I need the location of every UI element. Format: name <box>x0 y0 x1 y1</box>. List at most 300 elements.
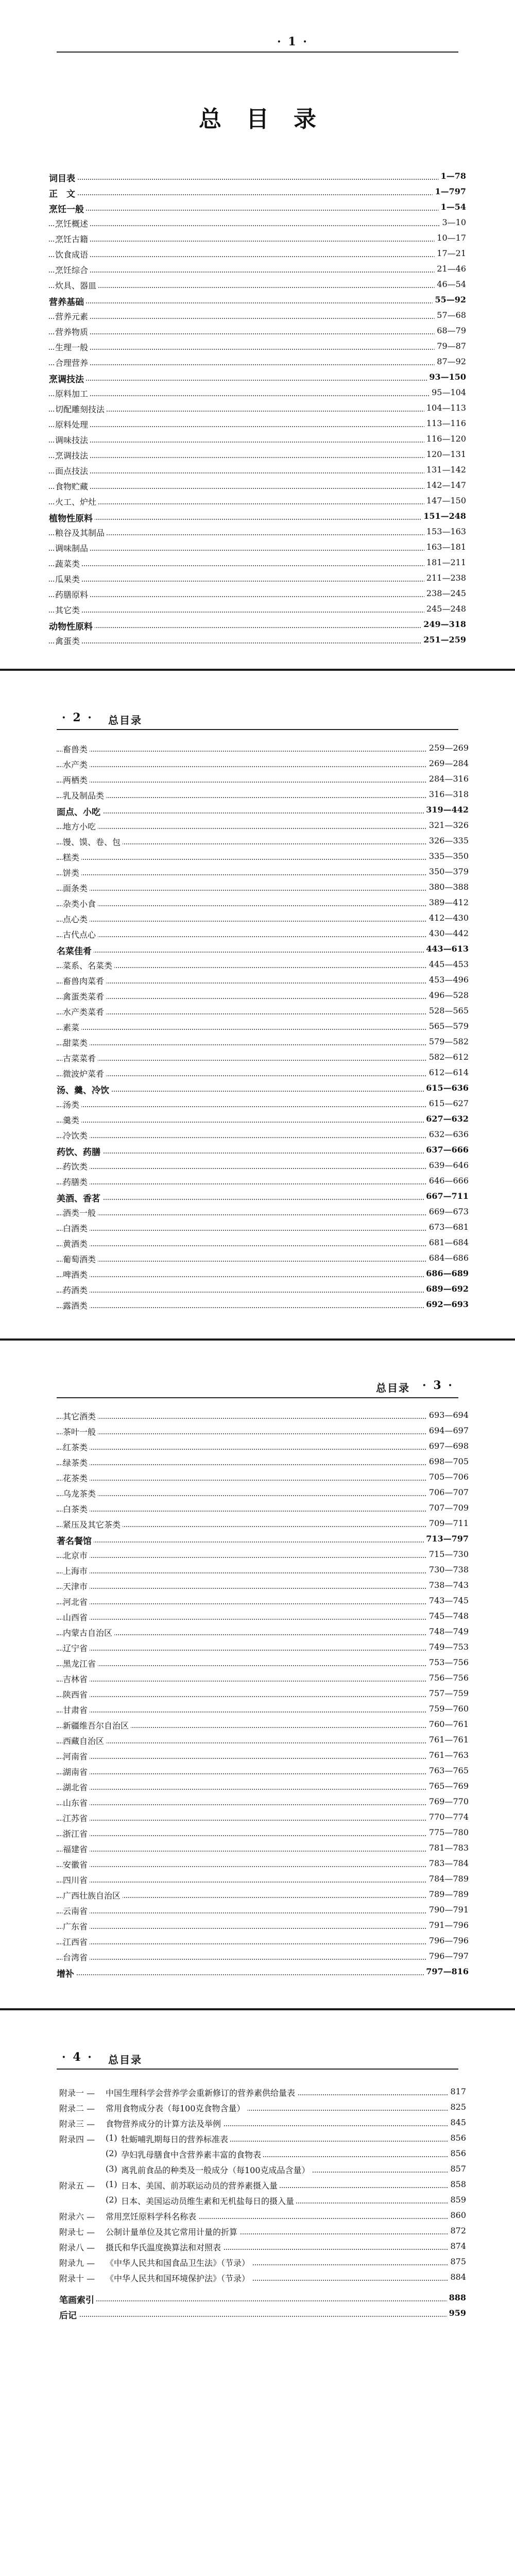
entry-label: 增补 <box>57 1967 76 1979</box>
dot-leader <box>57 1758 469 1759</box>
toc-entry <box>57 1175 469 1190</box>
entry-label: 内蒙古自治区 <box>63 1626 114 1638</box>
entry-pages: 430—442 <box>427 928 469 938</box>
entry-pages: 637—666 <box>424 1145 469 1155</box>
entry-label: 北京市 <box>63 1549 90 1561</box>
toc-entry <box>57 1765 469 1780</box>
running-header: 总目录 <box>376 1382 410 1394</box>
toc-page-3 <box>0 1340 515 2009</box>
entry-pages: 646—666 <box>427 1176 469 1185</box>
toc-entry <box>49 278 466 294</box>
entry-pages: 68—79 <box>435 326 466 335</box>
toc-entry <box>49 355 466 371</box>
toc-entry <box>59 2292 466 2307</box>
appendix-entry <box>59 2240 466 2256</box>
entry-label: 烹调技法 <box>55 449 90 461</box>
entry-label: 营养物质 <box>55 326 90 337</box>
dot-leader <box>57 1168 469 1169</box>
dot-leader <box>57 1292 469 1293</box>
dot-leader <box>57 859 469 860</box>
entry-pages: 789—789 <box>427 1889 469 1899</box>
toc-entry <box>57 1687 469 1703</box>
appendix-title: 日本、美国运动员维生素和无机盐每日的摄入量 <box>121 2195 296 2207</box>
entry-pages: 632—636 <box>427 1129 469 1139</box>
entry-pages: 689—692 <box>424 1284 469 1294</box>
dot-leader <box>57 1928 469 1929</box>
toc-entry <box>57 1857 469 1873</box>
appendix-page: 856 <box>448 2133 466 2143</box>
appendix-title: 牡蛎哺乳期每日的营养标准表 <box>121 2133 230 2145</box>
entry-label: 禽蛋类菜肴 <box>63 990 106 1002</box>
toc-entry <box>49 263 466 278</box>
entry-pages: 753—756 <box>427 1657 469 1667</box>
dot-leader <box>49 426 466 427</box>
dot-leader <box>57 1261 469 1262</box>
entry-pages: 713—797 <box>424 1534 469 1544</box>
dot-leader <box>57 1449 469 1450</box>
dot-leader <box>49 256 466 257</box>
dot-leader <box>57 874 469 875</box>
entry-pages: 17—21 <box>435 248 466 258</box>
entry-label: 粮谷及其制品 <box>55 527 107 538</box>
entry-pages: 211—238 <box>424 573 466 583</box>
toc-entry <box>49 587 466 603</box>
appendix-number: 附录十 — <box>59 2272 97 2284</box>
appendix-page: 856 <box>448 2148 466 2158</box>
entry-pages: 412—430 <box>427 913 469 923</box>
dot-leader <box>57 1214 469 1215</box>
dot-leader <box>49 642 466 643</box>
toc-entry <box>57 1811 469 1826</box>
toc-entry <box>49 247 466 263</box>
toc-entry <box>57 927 469 943</box>
entry-label: 两栖类 <box>63 774 90 786</box>
dot-leader <box>57 1882 469 1883</box>
dot-leader <box>49 302 466 303</box>
entry-pages: 681—684 <box>427 1238 469 1247</box>
entry-pages: 706—707 <box>427 1487 469 1497</box>
dot-leader <box>49 627 466 628</box>
appendix-subnumber: (1) <box>106 2133 119 2143</box>
appendix-title: 常用食物成分表（每100克食物含量） <box>106 2102 247 2114</box>
entry-pages: 759—760 <box>427 1704 469 1714</box>
dot-leader <box>57 1480 469 1481</box>
entry-label: 西藏自治区 <box>63 1735 106 1747</box>
entry-label: 水产类 <box>63 758 90 770</box>
toc-section-entry <box>57 1082 469 1097</box>
dot-leader <box>57 1075 469 1076</box>
appendix-title: 孕妇乳母膳食中含营养素丰富的食物表 <box>121 2148 263 2160</box>
toc-entry <box>49 495 466 510</box>
entry-label: 其它酒类 <box>63 1410 98 1422</box>
toc-entry <box>49 541 466 556</box>
entry-label: 原料处理 <box>55 418 90 430</box>
entry-pages: 673—681 <box>427 1222 469 1232</box>
entry-pages: 389—412 <box>427 897 469 907</box>
entry-pages: 181—211 <box>424 557 466 567</box>
dot-leader <box>57 1137 469 1138</box>
dot-leader <box>57 1619 469 1620</box>
entry-label: 水产类菜肴 <box>63 1006 106 1018</box>
appendix-number: 附录九 — <box>59 2257 97 2268</box>
toc-entry <box>57 1283 469 1298</box>
appendix-title: 公制计量单位及其它常用计量的折算 <box>106 2226 239 2238</box>
entry-label: 动物性原料 <box>49 619 95 632</box>
toc-page-1 <box>0 0 515 670</box>
dot-leader <box>57 782 469 783</box>
header-rule <box>57 52 458 53</box>
entry-pages: 147—150 <box>424 496 466 505</box>
entry-pages: 443—613 <box>424 944 469 954</box>
dot-leader <box>57 1199 469 1200</box>
entry-label: 紧压及其它茶类 <box>63 1518 123 1530</box>
entry-label: 古菜菜肴 <box>63 1052 98 1064</box>
toc-entry <box>57 742 469 757</box>
entry-pages: 760—761 <box>427 1719 469 1729</box>
entry-pages: 761—761 <box>427 1735 469 1744</box>
dot-leader <box>57 1122 469 1123</box>
entry-pages: 453—496 <box>427 975 469 985</box>
entry-pages: 284—316 <box>427 774 469 784</box>
entry-label: 葡萄酒类 <box>63 1253 98 1265</box>
entry-label: 甘肃省 <box>63 1704 90 1716</box>
dot-leader <box>57 1742 469 1743</box>
appendix-subnumber: (2) <box>106 2148 119 2158</box>
entry-pages: 46—54 <box>435 279 466 289</box>
entry-label: 杂类小食 <box>63 897 98 909</box>
dot-leader <box>57 1572 469 1573</box>
entry-pages: 730—738 <box>427 1565 469 1574</box>
appendix-entry <box>59 2132 466 2147</box>
entry-pages: 888 <box>447 2293 466 2302</box>
entry-pages: 131—142 <box>424 465 466 474</box>
appendix-title: 常用烹饪原料学科名称表 <box>106 2210 198 2222</box>
dot-leader <box>57 1912 469 1913</box>
appendix-entry <box>59 2194 466 2209</box>
dot-leader <box>49 395 466 396</box>
toc-entry <box>49 634 466 649</box>
entry-pages: 775—780 <box>427 1827 469 1837</box>
toc-entry <box>57 1128 469 1144</box>
toc-entry <box>57 1113 469 1128</box>
dot-leader <box>57 890 469 891</box>
appendix-title: 摄氏和华氏温度换算法和对照表 <box>106 2241 223 2253</box>
toc-entry <box>57 912 469 927</box>
toc-entry <box>57 757 469 773</box>
dot-leader <box>57 1013 469 1014</box>
dot-leader <box>49 565 466 566</box>
toc-entry <box>57 1919 469 1935</box>
entry-pages: 791—796 <box>427 1920 469 1930</box>
dot-leader <box>49 596 466 597</box>
appendix-page: 874 <box>448 2241 466 2251</box>
toc-entry <box>57 1020 469 1036</box>
dot-leader <box>49 318 466 319</box>
entry-label: 河北省 <box>63 1596 90 1607</box>
toc-entry <box>57 1440 469 1455</box>
toc-entry <box>57 1236 469 1252</box>
toc-entry <box>49 232 466 247</box>
dot-leader <box>57 1665 469 1666</box>
entry-label: 药膳类 <box>63 1176 90 1188</box>
running-header: 总目录 <box>108 2054 142 2066</box>
toc-entry <box>57 1159 469 1175</box>
entry-label: 调味制品 <box>55 542 90 554</box>
entry-label: 烹饪一般 <box>49 202 86 215</box>
appendix-subnumber: (3) <box>106 2164 119 2174</box>
entry-label: 后记 <box>59 2308 79 2321</box>
dot-leader <box>49 411 466 412</box>
entry-label: 烹饪概述 <box>55 217 90 229</box>
toc-entry <box>49 526 466 541</box>
dot-leader <box>57 1153 469 1154</box>
toc-entry <box>57 1502 469 1517</box>
dot-leader <box>49 472 466 473</box>
entry-pages: 707—709 <box>427 1503 469 1513</box>
entry-label: 词目表 <box>49 171 77 184</box>
entry-label: 陕西省 <box>63 1688 90 1700</box>
toc-entry <box>57 1425 469 1440</box>
dot-leader <box>49 581 466 582</box>
entry-label: 甜菜类 <box>63 1037 90 1048</box>
appendix-entry <box>59 2147 466 2163</box>
entry-label: 江西省 <box>63 1936 90 1947</box>
entry-label: 畜兽类 <box>63 743 90 755</box>
dot-leader <box>57 1418 469 1419</box>
page-number: · 4 · <box>62 2050 93 2064</box>
appendix-number: 附录一 — <box>59 2087 97 2098</box>
entry-pages: 790—791 <box>427 1905 469 1914</box>
dot-leader <box>57 797 469 798</box>
dot-leader <box>57 1866 469 1867</box>
toc-section-entry <box>49 510 466 526</box>
dot-leader <box>57 1183 469 1184</box>
toc-entry <box>49 417 466 433</box>
appendix-title: 日本、美国、前苏联运动员的营养素摄入量 <box>121 2179 280 2191</box>
dot-leader <box>57 1091 469 1092</box>
dot-leader <box>49 272 466 273</box>
toc-entry <box>57 773 469 788</box>
toc-entry <box>57 866 469 881</box>
entry-pages: 151—248 <box>421 511 466 521</box>
entry-pages: 745—748 <box>427 1611 469 1621</box>
appendix-entry <box>59 2225 466 2240</box>
toc-entry <box>57 1610 469 1625</box>
entry-pages: 612—614 <box>427 1067 469 1077</box>
entry-label: 药饮类 <box>63 1160 90 1172</box>
dot-leader <box>49 380 466 381</box>
entry-label: 古代点心 <box>63 928 98 940</box>
dot-leader <box>57 921 469 922</box>
entry-pages: 350—379 <box>427 867 469 876</box>
dot-leader <box>49 194 466 195</box>
entry-label: 生理一般 <box>55 341 90 353</box>
entry-label: 台湾省 <box>63 1951 90 1963</box>
entry-label: 吉林省 <box>63 1673 90 1685</box>
appendix-entry <box>59 2209 466 2225</box>
dot-leader <box>57 1106 469 1107</box>
dot-leader <box>57 967 469 968</box>
dot-leader <box>57 828 469 829</box>
entry-pages: 709—711 <box>427 1518 469 1528</box>
dot-leader <box>57 1029 469 1030</box>
appendix-page: 825 <box>448 2102 466 2112</box>
toc-entry <box>57 1564 469 1579</box>
entry-pages: 627—632 <box>424 1114 469 1124</box>
dot-leader <box>57 1557 469 1558</box>
dot-leader <box>57 1959 469 1960</box>
dot-leader <box>49 179 466 180</box>
appendix-subnumber: (2) <box>106 2195 119 2205</box>
entry-pages: 3—10 <box>440 217 466 227</box>
appendix-page: 845 <box>448 2117 466 2127</box>
dot-leader <box>57 1495 469 1496</box>
entry-label: 素菜 <box>63 1021 81 1033</box>
dot-leader <box>49 534 466 535</box>
entry-label: 烹饪综合 <box>55 264 90 276</box>
entry-pages: 1—78 <box>439 171 466 181</box>
entry-label: 上海市 <box>63 1565 90 1577</box>
entry-pages: 770—774 <box>427 1812 469 1822</box>
appendix-page: 859 <box>448 2195 466 2205</box>
entry-label: 烹饪古籍 <box>55 233 90 245</box>
entry-label: 辽宁省 <box>63 1642 90 1654</box>
toc-entry <box>57 1888 469 1904</box>
page-number: · 3 · <box>422 1379 454 1392</box>
entry-pages: 95—104 <box>430 387 466 397</box>
entry-pages: 796—797 <box>427 1951 469 1961</box>
entry-pages: 565—579 <box>427 1021 469 1031</box>
dot-leader <box>57 1789 469 1790</box>
toc-entry <box>57 1409 469 1425</box>
toc-entry <box>49 325 466 340</box>
entry-pages: 79—87 <box>435 341 466 351</box>
entry-label: 合理营养 <box>55 357 90 368</box>
entry-pages: 326—335 <box>427 836 469 845</box>
entry-pages: 697—698 <box>427 1441 469 1451</box>
toc-entry <box>49 603 466 618</box>
page-title: 总目录 <box>199 106 341 132</box>
appendix-entry <box>59 2163 466 2178</box>
dot-leader <box>57 1681 469 1682</box>
page-number: · 1 · <box>277 35 308 48</box>
toc-entry <box>57 1221 469 1236</box>
toc-entry <box>57 1873 469 1888</box>
entry-label: 浙江省 <box>63 1827 90 1839</box>
entry-pages: 693—694 <box>427 1410 469 1420</box>
appendix-entry <box>59 2256 466 2271</box>
entry-label: 茶叶一般 <box>63 1426 98 1437</box>
appendix-page: 872 <box>448 2226 466 2235</box>
dot-leader <box>57 766 469 767</box>
toc-entry <box>57 1579 469 1595</box>
entry-label: 新疆维吾尔自治区 <box>63 1719 131 1731</box>
entry-pages: 251—259 <box>421 635 466 645</box>
entry-label: 其它类 <box>55 604 82 616</box>
toc-entry <box>57 1656 469 1672</box>
entry-pages: 797—816 <box>424 1967 469 1976</box>
entry-pages: 116—120 <box>424 434 466 444</box>
entry-label: 羹类 <box>63 1114 81 1126</box>
appendix-page: 884 <box>448 2272 466 2282</box>
dot-leader <box>57 1804 469 1805</box>
entry-pages: 715—730 <box>427 1549 469 1559</box>
dot-leader <box>57 1943 469 1944</box>
toc-entry <box>49 216 466 232</box>
entry-pages: 259—269 <box>427 743 469 753</box>
entry-pages: 445—453 <box>427 959 469 969</box>
toc-entry <box>57 1036 469 1051</box>
entry-pages: 615—636 <box>424 1083 469 1093</box>
appendix-number: 附录三 — <box>59 2117 97 2129</box>
toc-entry <box>49 448 466 464</box>
toc-entry <box>57 958 469 974</box>
dot-leader <box>57 952 469 953</box>
entry-pages: 769—770 <box>427 1797 469 1806</box>
entry-pages: 87—92 <box>435 357 466 366</box>
appendix-title: 《中华人民共和国环境保护法》（节录） <box>106 2272 252 2284</box>
dot-leader <box>57 812 469 814</box>
entry-label: 广西壮族自治区 <box>63 1889 123 1901</box>
appendix-entry <box>59 2271 466 2286</box>
appendix-number: 附录四 — <box>59 2133 97 2145</box>
appendix-title: 中国生理科学会营养学会重新修订的营养素供给量表 <box>106 2087 297 2098</box>
dot-leader <box>49 225 466 226</box>
toc-section-entry <box>49 618 466 634</box>
entry-label: 畜兽肉菜肴 <box>63 975 106 987</box>
toc-entry <box>57 1486 469 1502</box>
entry-pages: 694—697 <box>427 1426 469 1435</box>
toc-section-entry <box>57 1144 469 1159</box>
entry-label: 笔画索引 <box>59 2293 96 2306</box>
entry-label: 面点技法 <box>55 465 90 477</box>
header-rule <box>57 729 458 730</box>
dot-leader <box>57 1974 469 1975</box>
toc-entry <box>57 1548 469 1564</box>
entry-pages: 749—753 <box>427 1642 469 1652</box>
entry-pages: 582—612 <box>427 1052 469 1062</box>
entry-pages: 120—131 <box>424 449 466 459</box>
toc-entry <box>57 989 469 1005</box>
appendix-number: 附录八 — <box>59 2241 97 2253</box>
appendix-number: 附录六 — <box>59 2210 97 2222</box>
toc-entry <box>49 433 466 448</box>
entry-pages: 10—17 <box>435 233 466 243</box>
entry-pages: 528—565 <box>427 1006 469 1015</box>
appendix-entry <box>59 2101 466 2116</box>
entry-pages: 684—686 <box>427 1253 469 1263</box>
entry-label: 面条类 <box>63 882 90 894</box>
appendix-number: 附录二 — <box>59 2102 97 2114</box>
entry-label: 四川省 <box>63 1874 90 1886</box>
toc-section-entry <box>57 1533 469 1548</box>
entry-label: 白茶类 <box>63 1503 90 1515</box>
entry-label: 河南省 <box>63 1750 90 1762</box>
toc-entry <box>57 1718 469 1734</box>
entry-label: 药饮、药膳 <box>57 1145 102 1158</box>
toc-entry <box>57 1734 469 1749</box>
appendix-page: 860 <box>448 2210 466 2220</box>
toc-entry <box>57 1517 469 1533</box>
entry-pages: 686—689 <box>424 1268 469 1278</box>
entry-pages: 57—68 <box>435 310 466 320</box>
entry-label: 美酒、香茗 <box>57 1191 102 1204</box>
toc-entry <box>57 1051 469 1066</box>
toc-entry <box>57 1672 469 1687</box>
toc-section-entry <box>57 1965 469 1981</box>
dot-leader <box>49 457 466 458</box>
dot-leader <box>49 333 466 334</box>
